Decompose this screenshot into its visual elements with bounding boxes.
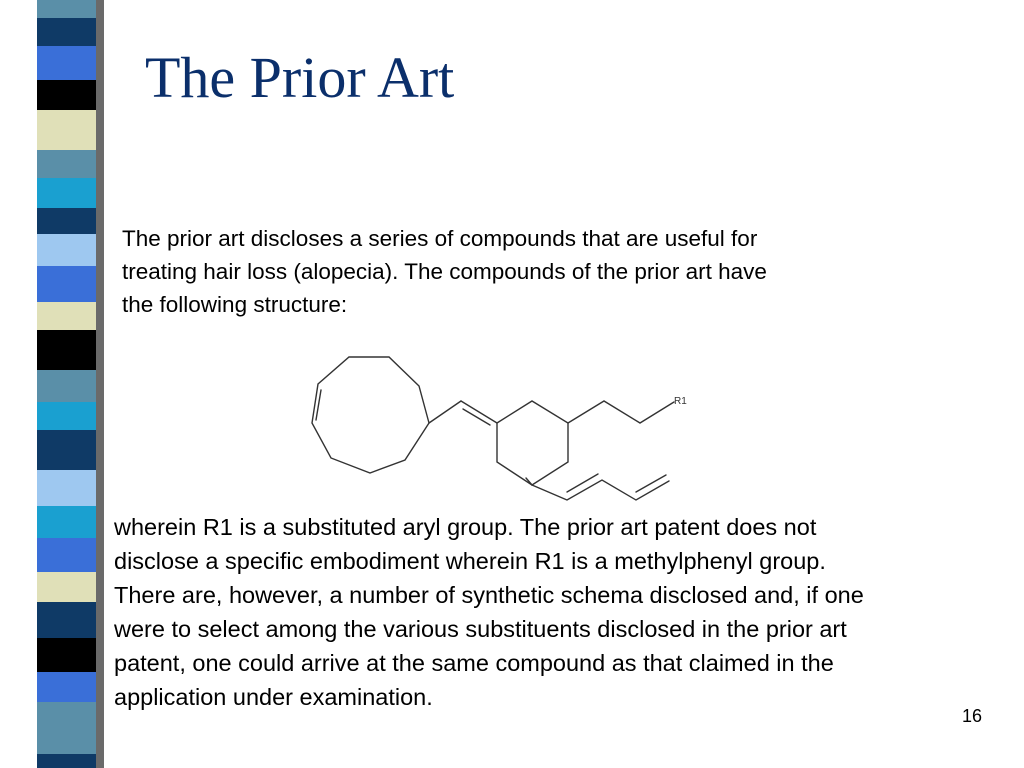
side-bar-stripe — [37, 506, 96, 538]
exocyclic-double-bond — [461, 401, 497, 423]
side-bar-stripe — [37, 754, 96, 768]
left-margin — [0, 0, 37, 768]
side-bar-stripe — [37, 110, 96, 150]
side-bar-stripe — [37, 672, 96, 702]
decorative-side-bar — [37, 0, 96, 768]
exocyclic-bond — [429, 401, 461, 423]
cyclohexane-ring — [497, 401, 568, 485]
slide-number: 16 — [962, 706, 983, 726]
side-bar-shadow — [96, 0, 104, 768]
side-bar-stripe — [37, 80, 96, 110]
diene-chain — [532, 480, 669, 500]
side-bar-stripe — [37, 46, 96, 80]
side-bar-stripe — [37, 370, 96, 402]
side-bar-stripe — [37, 178, 96, 208]
side-bar-stripe — [37, 538, 96, 572]
side-bar-stripe — [37, 736, 96, 754]
diene-double-bond-2 — [636, 475, 666, 492]
diene-double-bond-1 — [567, 474, 598, 492]
side-bar-stripe — [37, 602, 96, 638]
side-bar-stripe — [37, 150, 96, 178]
nine-membered-ring — [312, 357, 429, 473]
chemical-structure-diagram — [300, 345, 700, 505]
alkyl-chain-to-r1 — [568, 401, 674, 423]
side-bar-stripe — [37, 266, 96, 302]
side-bar-stripe — [37, 470, 96, 506]
side-bar-stripe — [37, 208, 96, 234]
side-bar-stripe — [37, 302, 96, 330]
intro-paragraph: The prior art discloses a series of compounds that are useful for treating hair loss (alopecia). The compounds of the prior art have the following structure: — [122, 226, 767, 317]
side-bar-stripe — [37, 430, 96, 470]
side-bar-stripe — [37, 572, 96, 602]
side-bar-stripe — [37, 330, 96, 370]
body-paragraph: wherein R1 is a substituted aryl group. The prior art patent does not disclose a specific embodiment wherein R1 is a methylphenyl group. There are, however, a number of synthetic schema disclosed and, if one were to select among the various substituents disclosed in the prior art patent, one could arrive at the same compound as that claimed in the application under examination. — [114, 514, 864, 710]
side-bar-stripe — [37, 18, 96, 46]
side-bar-stripe — [37, 402, 96, 430]
side-bar-stripe — [37, 638, 96, 672]
slide-title: The Prior Art — [145, 45, 455, 110]
side-bar-stripe — [37, 234, 96, 266]
side-bar-stripe — [37, 702, 96, 736]
r1-label: R1 — [674, 396, 687, 407]
side-bar-stripe — [37, 0, 96, 18]
